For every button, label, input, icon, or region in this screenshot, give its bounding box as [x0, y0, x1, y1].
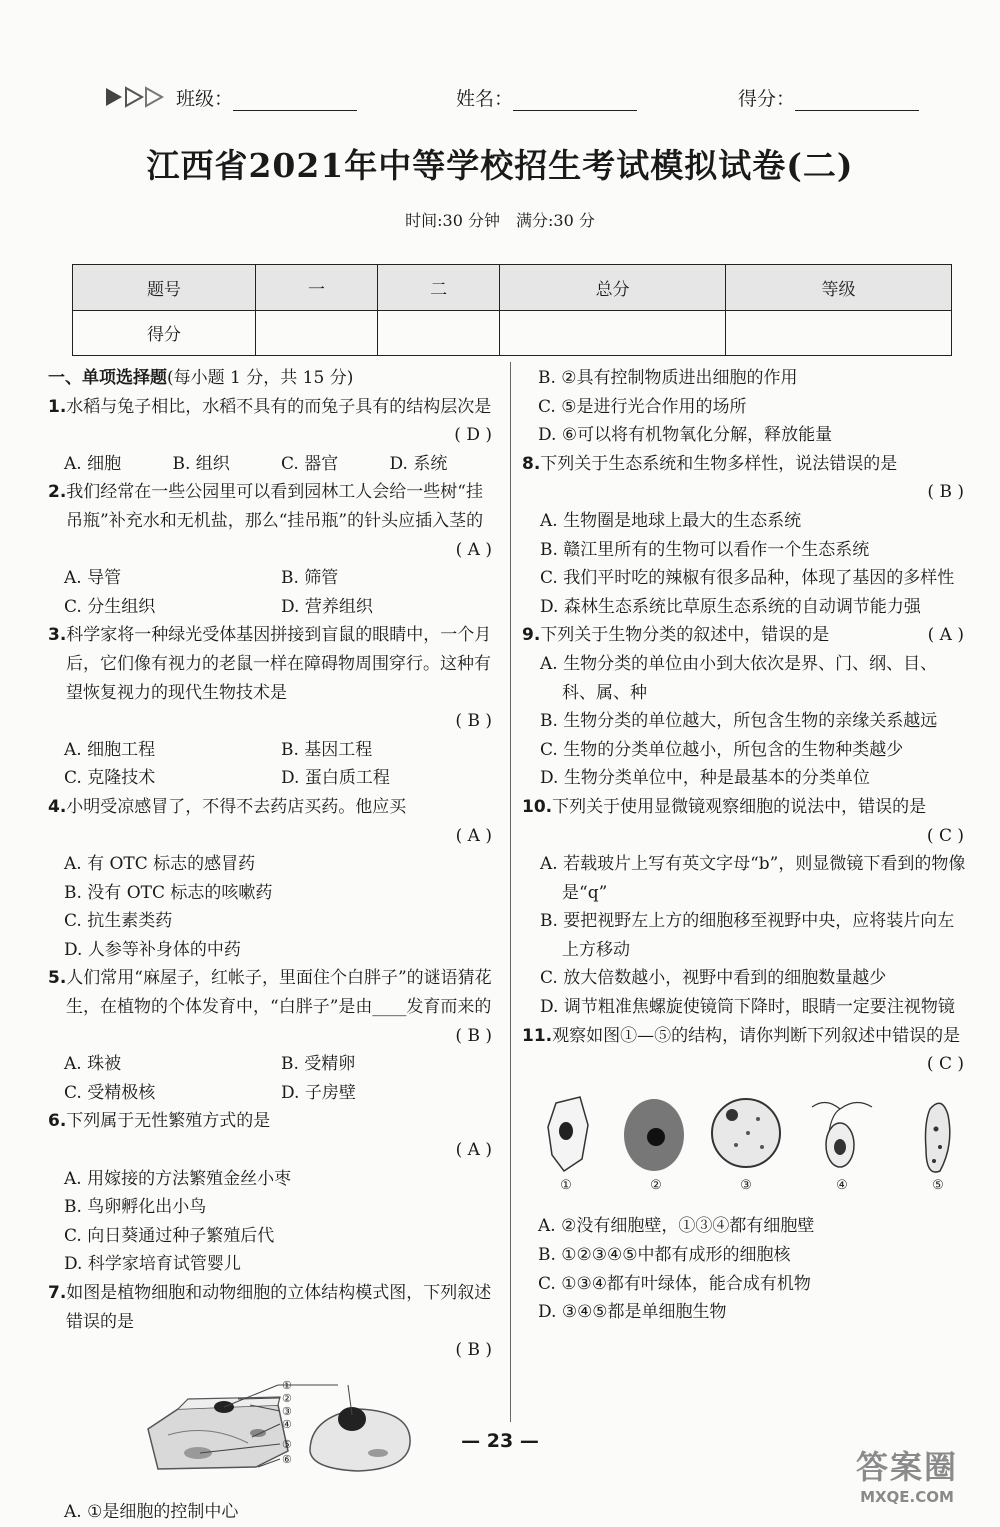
option-b[interactable]: B. 要把视野左上方的细胞移至视野中央，应将装片向左上方移动: [540, 911, 955, 960]
class-field[interactable]: [176, 84, 357, 111]
question-2: 2.我们经常在一些公园里可以看到园林工人会给一些树“挂吊瓶”补充水和无机盐，那么“挂吊瓶”的针头应插入茎的 ( A ) A. 导管 B. 筛管 C. 分生组织 D. 营养组织: [48, 478, 498, 621]
header-cell: 等级: [726, 265, 952, 311]
option-d[interactable]: D. ③④⑤都是单细胞生物: [538, 1302, 727, 1323]
header-cell: 总分: [500, 265, 726, 311]
right-column: [522, 364, 970, 1327]
option-a[interactable]: A. ②没有细胞壁，①③④都有细胞壁: [538, 1216, 815, 1237]
option-b[interactable]: B. ①②③④⑤中都有成形的细胞核: [538, 1245, 791, 1266]
option-b[interactable]: B. 基因工程: [281, 739, 373, 760]
option-a[interactable]: A. 导管: [64, 568, 122, 589]
header-cell: 一: [256, 265, 378, 311]
score-label: 得分：: [738, 88, 796, 110]
watermark-url: MXQE.COM: [860, 1488, 954, 1506]
option-c[interactable]: C. 我们平时吃的辣椒有很多品种，体现了基因的多样性: [540, 568, 955, 589]
question-9: 9.下列关于生物分类的叙述中，错误的是 ( A ) A. 生物分类的单位由小到大依次是界、门、纲、目、科、属、种 B. 生物分类的单位越大，所包含生物的亲缘关系越远 C. 生物的分类单位越小，所包含的生物种类越少 D. 生物分类单位中，种是最基本的分类单位: [522, 621, 970, 793]
question-1: 1.水稻与兔子相比，水稻不具有的而兔子具有的结构层次是 ( D ) A. 细胞 B. 组织 C. 器官 D. 系统: [48, 393, 498, 479]
answer: ( C ): [926, 825, 964, 846]
option-c[interactable]: C. 生物的分类单位越小，所包含的生物种类越少: [540, 739, 904, 760]
question-text: 科学家将一种绿光受体基因拼接到盲鼠的眼睛中，一个月后，它们像有视力的老鼠一样在障碍物周围穿行。这种有望恢复视力的现代生物技术是: [66, 625, 492, 703]
option-d[interactable]: D. 系统: [389, 453, 448, 474]
option-c[interactable]: C. 放大倍数越小，视野中看到的细胞数量越少: [540, 968, 887, 989]
left-column: [48, 364, 498, 1527]
class-label: 班级：: [176, 88, 234, 110]
page-number: — 23 —: [461, 1430, 539, 1452]
watermark-text: 答案圈: [855, 1448, 958, 1486]
answer: ( A ): [455, 825, 492, 846]
name-blank[interactable]: [513, 90, 637, 111]
figure-label: ②: [650, 1177, 662, 1193]
question-text: 人们常用“麻屋子，红帐子，里面住个白胖子”的谜语猜花生，在植物的个体发育中，“白胖子”是由____发育而来的: [66, 968, 492, 1018]
question-text: 下列属于无性繁殖方式的是: [66, 1111, 271, 1132]
score-table: [72, 264, 952, 356]
watermark-logo: [832, 1442, 982, 1506]
question-11: 11.观察如图①—⑤的结构，请你判断下列叙述中错误的是 ( C ) ① ② ③ ④ ⑤ A. ②没有细胞壁，①③④都有细胞壁 B. ①②③④⑤中都有成形的细胞核 C. ①③④都有叶绿体，能合成有机物 D. ③④⑤都是单细胞生物: [522, 1022, 970, 1327]
question-4: 4.小明受凉感冒了，不得不去药店买药。他应买 ( A ) A. 有 OTC 标志的感冒药 B. 没有 OTC 标志的咳嗽药 C. 抗生素类药 D. 人参等补身体的中药: [48, 793, 498, 965]
option-c[interactable]: C. 克隆技术: [64, 768, 156, 789]
option-c[interactable]: C. 受精极核: [64, 1082, 156, 1103]
answer: ( A ): [455, 539, 492, 560]
option-d[interactable]: D. 营养组织: [281, 596, 373, 617]
cells-figure: [522, 1085, 970, 1195]
option-d[interactable]: D. 科学家培育试管婴儿: [64, 1254, 241, 1275]
option-b[interactable]: B. 受精卵: [281, 1054, 356, 1075]
score-cell[interactable]: [726, 310, 952, 356]
answer: ( D ): [454, 425, 492, 446]
option-d[interactable]: D. 蛋白质工程: [281, 768, 390, 789]
score-cell[interactable]: [500, 310, 726, 356]
figure-label: ⑥: [282, 1452, 292, 1466]
option-a[interactable]: A. 细胞工程: [64, 739, 156, 760]
option-d[interactable]: D. 森林生态系统比草原生态系统的自动调节能力强: [540, 596, 921, 617]
question-text: 观察如图①—⑤的结构，请你判断下列叙述中错误的是: [552, 1025, 961, 1046]
score-blank[interactable]: [795, 90, 919, 111]
cell-structure-figure: [48, 1371, 498, 1481]
option-b[interactable]: B. 赣江里所有的生物可以看作一个生态系统: [540, 539, 870, 560]
option-c[interactable]: C. ⑤是进行光合作用的场所: [538, 396, 747, 417]
answer: ( A ): [927, 625, 964, 646]
answer: ( A ): [455, 1140, 492, 1161]
score-cell[interactable]: [256, 310, 378, 356]
option-d[interactable]: D. 生物分类单位中，种是最基本的分类单位: [540, 768, 870, 789]
question-3: 3.科学家将一种绿光受体基因拼接到盲鼠的眼睛中，一个月后，它们像有视力的老鼠一样在障碍物周围穿行。这种有望恢复视力的现代生物技术是 ( B ) A. 细胞工程 B. 基因工程 C. 克隆技术 D. 蛋白质工程: [48, 621, 498, 793]
question-6: 6.下列属于无性繁殖方式的是 ( A ) A. 用嫁接的方法繁殖金丝小枣 B. 鸟卵孵化出小鸟 C. 向日葵通过种子繁殖后代 D. 科学家培育试管婴儿: [48, 1107, 498, 1279]
option-c[interactable]: C. 分生组织: [64, 596, 156, 617]
option-a[interactable]: A. 有 OTC 标志的感冒药: [64, 854, 256, 875]
question-8: 8.下列关于生态系统和生物多样性，说法错误的是 ( B ) A. 生物圈是地球上最大的生态系统 B. 赣江里所有的生物可以看作一个生态系统 C. 我们平时吃的辣椒有很多品种，体现了基因的多样性 D. 森林生态系统比草原生态系统的自动调节能力强: [522, 450, 970, 622]
option-c[interactable]: C. 器官: [281, 453, 339, 474]
score-cell[interactable]: [378, 310, 500, 356]
option-c[interactable]: C. 向日葵通过种子繁殖后代: [64, 1225, 275, 1246]
score-row-label: 得分: [73, 310, 256, 356]
name-field[interactable]: [456, 84, 637, 111]
question-7: 7.如图是植物细胞和动物细胞的立体结构模式图，下列叙述错误的是 ( B ) ① ② ③ ④ ⑤ ⑥ A. ①是细胞的控制中心: [48, 1279, 498, 1527]
header-cell: 二: [378, 265, 500, 311]
option-d[interactable]: D. 子房壁: [281, 1082, 356, 1103]
option-a[interactable]: A. 生物圈是地球上最大的生态系统: [540, 510, 802, 531]
figure-label: ④: [282, 1417, 292, 1431]
question-10: 10.下列关于使用显微镜观察细胞的说法中，错误的是 ( C ) A. 若载玻片上写有英文字母“b”，则显微镜下看到的物像是“q” B. 要把视野左上方的细胞移至视野中央，应将装片向左上方移动 C. 放大倍数越小，视野中看到的细胞数量越少 D. 调节粗准焦螺旋使镜筒下降时，眼睛一定要注视物镜: [522, 793, 970, 1022]
figure-label: ③: [282, 1404, 292, 1418]
exam-info: 时间:30 分钟 满分:30 分: [405, 211, 595, 230]
question-5: 5.人们常用“麻屋子，红帐子，里面住个白胖子”的谜语猜花生，在植物的个体发育中，“白胖子”是由____发育而来的 ( B ) A. 珠被 B. 受精卵 C. 受精极核 D. 子房壁: [48, 964, 498, 1107]
header-cell: 题号: [73, 265, 256, 311]
answer: ( B ): [455, 1025, 492, 1046]
question-text: 小明受凉感冒了，不得不去药店买药。他应买: [66, 796, 407, 817]
page-title: 江西省2021年中等学校招生考试模拟试卷(二): [146, 146, 854, 185]
answer: ( B ): [455, 711, 492, 732]
option-d[interactable]: D. 调节粗准焦螺旋使镜筒下降时，眼睛一定要注视物镜: [540, 997, 955, 1018]
figure-label: ⑤: [932, 1177, 944, 1193]
option-a[interactable]: A. 用嫁接的方法繁殖金丝小枣: [64, 1168, 292, 1189]
option-b[interactable]: B. 筛管: [281, 568, 339, 589]
question-text: 水稻与兔子相比，水稻不具有的而兔子具有的结构层次是: [66, 396, 492, 417]
answer: ( C ): [926, 1054, 964, 1075]
option-b[interactable]: B. ②具有控制物质进出细胞的作用: [538, 368, 798, 388]
option-b[interactable]: B. 生物分类的单位越大，所包含生物的亲缘关系越远: [540, 711, 938, 732]
option-b[interactable]: B. 没有 OTC 标志的咳嗽药: [64, 882, 273, 903]
question-text: 我们经常在一些公园里可以看到园林工人会给一些树“挂吊瓶”补充水和无机盐，那么“挂吊瓶”的针头应插入茎的: [66, 482, 484, 531]
class-blank[interactable]: [233, 90, 357, 111]
figure-label: ⑤: [282, 1437, 292, 1451]
option-b[interactable]: B. 组织: [172, 453, 230, 474]
score-table-score-row: [73, 310, 952, 356]
option-c[interactable]: C. 抗生素类药: [64, 911, 173, 932]
option-a[interactable]: A. 生物分类的单位由小到大依次是界、门、纲、目、科、属、种: [540, 653, 938, 703]
figure-label: ③: [740, 1177, 752, 1193]
option-a[interactable]: A. ①是细胞的控制中心: [64, 1502, 239, 1523]
score-field[interactable]: [738, 84, 919, 111]
column-divider: [510, 362, 511, 1422]
question-text: 下列关于生态系统和生物多样性，说法错误的是: [540, 453, 898, 474]
arrow-marks-icon: [104, 86, 166, 108]
question-text: 下列关于生物分类的叙述中，错误的是: [540, 625, 830, 646]
section-title: 一、单项选择题(每小题 1 分，共 15 分): [48, 368, 354, 388]
answer: ( B ): [455, 1340, 492, 1361]
option-b[interactable]: B. 鸟卵孵化出小鸟: [64, 1197, 207, 1218]
option-d[interactable]: D. ⑥可以将有机物氧化分解，释放能量: [538, 425, 833, 446]
answer: ( B ): [927, 482, 964, 503]
score-table-header-row: [73, 265, 952, 311]
option-d[interactable]: D. 人参等补身体的中药: [64, 939, 241, 960]
figure-label: ①: [560, 1177, 572, 1193]
question-text: 如图是植物细胞和动物细胞的立体结构模式图，下列叙述错误的是: [66, 1283, 492, 1332]
option-a[interactable]: A. 若载玻片上写有英文字母“b”，则显微镜下看到的物像是“q”: [540, 854, 966, 903]
figure-label: ①: [282, 1378, 292, 1392]
figure-label: ④: [836, 1177, 848, 1193]
option-a[interactable]: A. 细胞: [64, 453, 122, 474]
option-c[interactable]: C. ①③④都有叶绿体，能合成有机物: [538, 1273, 811, 1294]
option-a[interactable]: A. 珠被: [64, 1054, 122, 1075]
question-text: 下列关于使用显微镜观察细胞的说法中，错误的是: [552, 796, 927, 817]
name-label: 姓名：: [456, 88, 514, 110]
figure-label: ②: [282, 1391, 292, 1405]
